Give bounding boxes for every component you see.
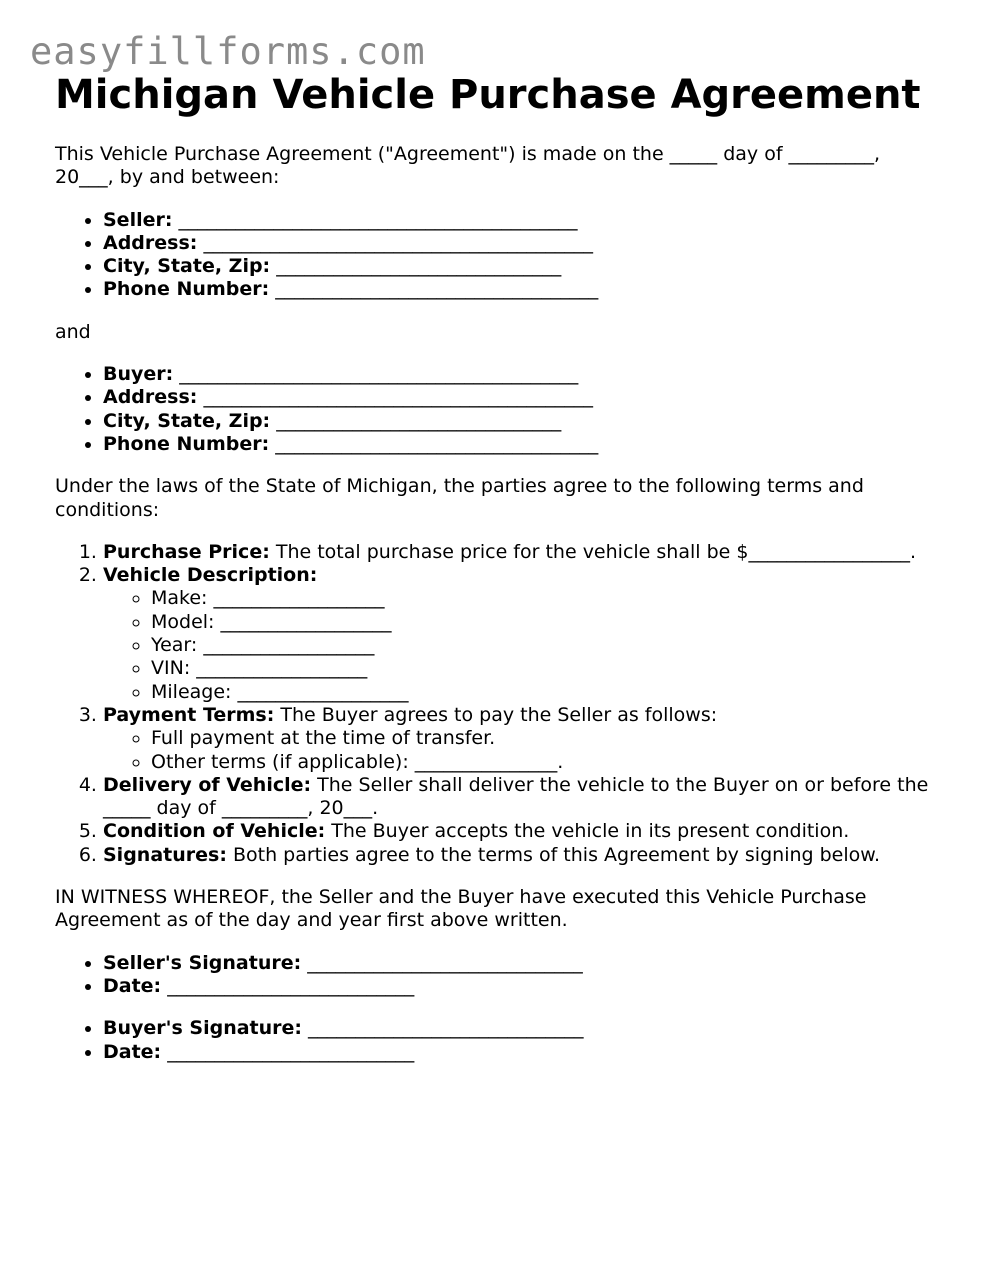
seller-phone-blank[interactable]: __________________________________ xyxy=(275,278,599,301)
seller-signature-list xyxy=(55,952,935,999)
term-payment-terms xyxy=(103,704,935,774)
intro-paragraph: This Vehicle Purchase Agreement ("Agreement") is made on the _____ day of _________, 20___, by and between: xyxy=(55,143,881,189)
vehicle-model-item[interactable]: ◦ Model: __________________ xyxy=(151,611,935,634)
seller-name-blank[interactable]: __________________________________________ xyxy=(178,208,578,231)
buyer-details-list xyxy=(55,363,935,456)
term-delivery xyxy=(103,774,935,821)
laws-intro-paragraph: Under the laws of the State of Michigan, the parties agree to the following terms and conditions: xyxy=(55,475,864,521)
seller-date-item xyxy=(103,975,935,998)
condition-text: The Buyer accepts the vehicle in its present condition. xyxy=(331,820,850,843)
buyer-signature-label: Buyer's Signature: xyxy=(103,1017,302,1040)
page-title: Michigan Vehicle Purchase Agreement xyxy=(55,72,921,118)
seller-name-label: Seller: xyxy=(103,208,173,231)
term-vehicle-description xyxy=(103,564,935,704)
seller-address-label: Address: xyxy=(103,231,198,254)
seller-address-item xyxy=(103,232,935,255)
buyer-city-label: City, State, Zip: xyxy=(103,409,271,432)
seller-signature-label: Seller's Signature: xyxy=(103,951,302,974)
buyer-date-item xyxy=(103,1041,935,1064)
buyer-date-label: Date: xyxy=(103,1040,162,1063)
buyer-phone-item xyxy=(103,433,935,456)
buyer-name-blank[interactable]: __________________________________________ xyxy=(179,363,579,386)
seller-city-blank[interactable]: ______________________________ xyxy=(276,255,562,278)
term-purchase-price xyxy=(103,541,935,564)
buyer-phone-blank[interactable]: __________________________________ xyxy=(275,432,599,455)
payment-terms-label: Payment Terms: xyxy=(103,703,275,726)
payment-full-item: ◦ Full payment at the time of transfer. xyxy=(151,727,935,750)
witness-paragraph: IN WITNESS WHEREOF, the Seller and the Buyer have executed this Vehicle Purchase Agreement as of the day and year first above written. xyxy=(55,886,867,932)
purchase-price-text[interactable]: The total purchase price for the vehicle shall be $_________________. xyxy=(275,540,916,563)
buyer-name-item xyxy=(103,363,935,386)
buyer-address-blank[interactable]: _________________________________________ xyxy=(203,386,593,409)
vehicle-vin-item[interactable]: ◦ VIN: __________________ xyxy=(151,657,935,680)
condition-label: Condition of Vehicle: xyxy=(103,820,326,843)
seller-name-item xyxy=(103,209,935,232)
vehicle-mileage-item[interactable]: ◦ Mileage: __________________ xyxy=(151,681,935,704)
buyer-address-label: Address: xyxy=(103,386,198,409)
buyer-phone-label: Phone Number: xyxy=(103,432,270,455)
payment-other-item[interactable]: ◦ Other terms (if applicable): _______________. xyxy=(151,751,935,774)
vehicle-description-label: Vehicle Description: xyxy=(103,564,318,587)
vehicle-make-item[interactable]: ◦ Make: __________________ xyxy=(151,587,935,610)
seller-signature-item xyxy=(103,952,935,975)
seller-city-label: City, State, Zip: xyxy=(103,255,271,278)
seller-date-label: Date: xyxy=(103,974,162,997)
term-condition xyxy=(103,820,935,843)
buyer-city-blank[interactable]: ______________________________ xyxy=(276,409,562,432)
seller-signature-blank[interactable]: _____________________________ xyxy=(307,951,583,974)
buyer-date-blank[interactable]: __________________________ xyxy=(167,1040,415,1063)
seller-city-item xyxy=(103,255,935,278)
signatures-label: Signatures: xyxy=(103,843,227,866)
and-text: and xyxy=(55,320,91,343)
terms-list xyxy=(55,541,935,867)
watermark: easyfillforms.com xyxy=(30,30,426,73)
buyer-name-label: Buyer: xyxy=(103,363,174,386)
signatures-text: Both parties agree to the terms of this Agreement by signing below. xyxy=(232,843,881,866)
buyer-signature-list xyxy=(55,1017,935,1064)
delivery-label: Delivery of Vehicle: xyxy=(103,773,312,796)
buyer-signature-item xyxy=(103,1017,935,1040)
seller-date-blank[interactable]: __________________________ xyxy=(167,974,415,997)
vehicle-description-sublist xyxy=(103,587,935,703)
payment-terms-sublist xyxy=(103,727,935,774)
seller-address-blank[interactable]: _________________________________________ xyxy=(203,231,593,254)
buyer-signature-blank[interactable]: _____________________________ xyxy=(308,1017,584,1040)
buyer-city-item xyxy=(103,410,935,433)
purchase-price-label: Purchase Price: xyxy=(103,540,270,563)
seller-phone-label: Phone Number: xyxy=(103,278,270,301)
vehicle-year-item[interactable]: ◦ Year: __________________ xyxy=(151,634,935,657)
term-signatures xyxy=(103,844,935,867)
document-page xyxy=(55,70,935,1064)
delivery-text[interactable]: The Seller shall deliver the vehicle to the Buyer on or before the _____ day of _________, 20___. xyxy=(103,773,929,820)
seller-phone-item xyxy=(103,278,935,301)
seller-details-list xyxy=(55,209,935,302)
payment-terms-text: The Buyer agrees to pay the Seller as follows: xyxy=(280,703,718,726)
buyer-address-item xyxy=(103,386,935,409)
